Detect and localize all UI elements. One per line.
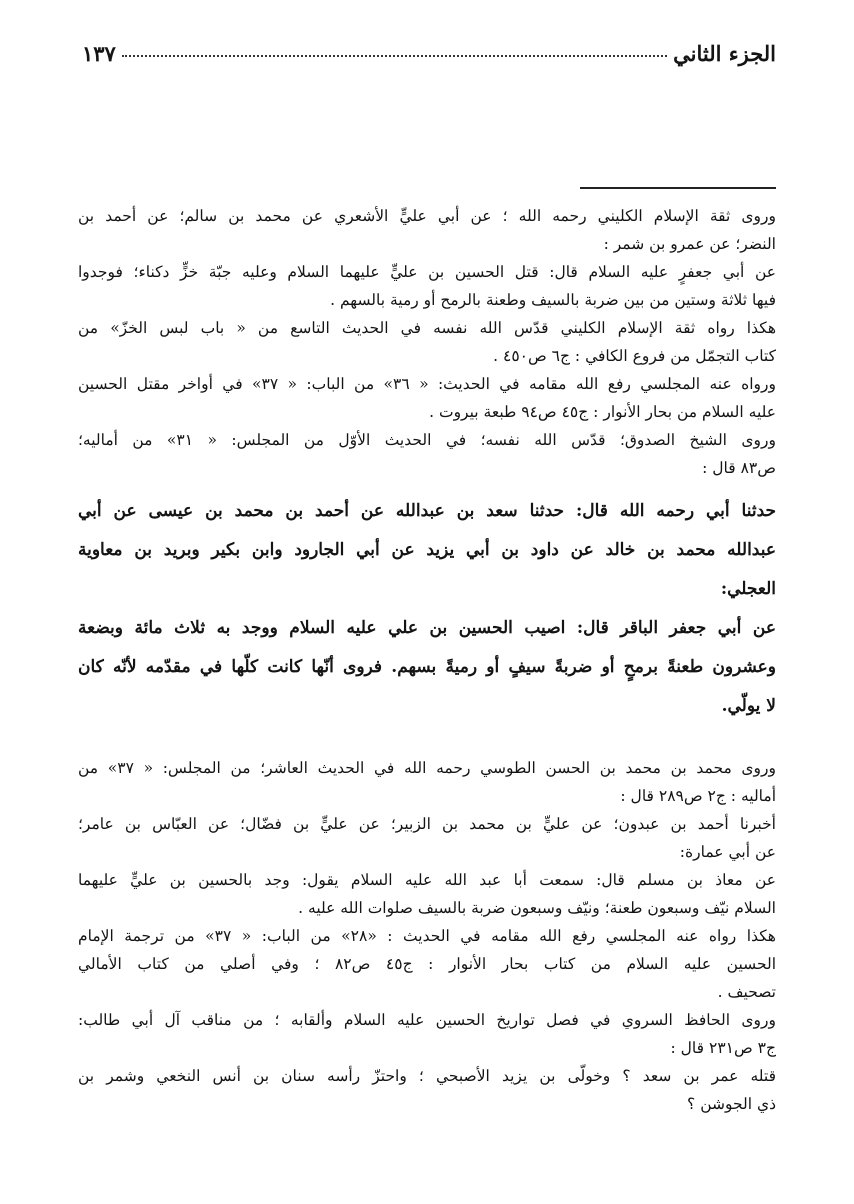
text-line: هكذا رواه عنه المجلسي رفع الله مقامه في الحديث : «٢٨» من الباب: « ٣٧» من ترجمة الإمام xyxy=(78,927,776,945)
text-line: كتاب التجمّل من فروع الكافي : ج٦ ص٤٥٠ . xyxy=(493,347,776,365)
text-line: عن أبي عمارة: xyxy=(679,843,776,861)
text-line: ورواه عنه المجلسي رفع الله مقامه في الحديث: « ٣٦» من الباب: « ٣٧» في أواخر مقتل الحسين xyxy=(78,375,776,393)
text-line: تصحيف . xyxy=(717,983,776,1001)
footnote-text xyxy=(78,202,776,1118)
spacer xyxy=(78,482,776,492)
hadith-line: عن أبي جعفر الباقر قال: اصيب الحسين بن علي عليه السلام ووجد به ثلاث مائة وبضعة xyxy=(78,618,776,638)
text-line: ذي الجوشن ؟ xyxy=(687,1095,776,1113)
text-line: عليه السلام من بحار الأنوار : ج٤٥ ص٩٤ طبعة بيروت . xyxy=(429,403,776,421)
text-line: الحسين عليه السلام من كتاب بحار الأنوار : ج٤٥ ص٨٢ ؛ وفي أصلي من كتاب الأمالي xyxy=(78,955,776,973)
text-line: وروى محمد بن محمد بن الحسن الطوسي رحمه الله في الحديث العاشر؛ من المجلس: « ٣٧» من xyxy=(78,759,776,777)
hadith-line: وعشرون طعنةً برمحٍ أو ضربةً سيفٍ أو رميةً بسهم. فروى أنّها كانت كلّها في مقدّمه لأنّه كان xyxy=(78,657,776,677)
text-line: وروى الشيخ الصدوق؛ قدّس الله نفسه؛ في الحديث الأوّل من المجلس: « ٣١» من أماليه؛ xyxy=(78,431,776,449)
text-line: فيها ثلاثة وستين من بين ضربة بالسيف وطعنة بالرمح أو رمية بالسهم . xyxy=(330,291,776,309)
text-line: وروى ثقة الإسلام الكليني رحمه الله ؛ عن أبي عليٍّ الأشعري عن محمد بن سالم؛ عن أحمد بن xyxy=(78,207,776,225)
text-line: ص٨٣ قال : xyxy=(702,459,776,477)
text-line: عن أبي جعفرٍ عليه السلام قال: قتل الحسين بن عليٍّ عليهما السلام وعليه جبّة خزٍّ دكناء؛ فوجدوا xyxy=(78,263,776,281)
dot-leader xyxy=(122,55,667,57)
hadith-line: عبدالله محمد بن خالد عن داود بن أبي يزيد عن أبي الجارود وابن بكير وبريد بن معاوية xyxy=(78,540,776,560)
footnote-separator-rule xyxy=(580,187,776,189)
volume-title: الجزء الثاني xyxy=(673,41,776,66)
hadith-line: حدثنا أبي رحمه الله قال: حدثنا سعد بن عبدالله عن أحمد بن محمد بن عيسى عن أبي xyxy=(78,501,776,521)
text-line: ج٣ ص٢٣١ قال : xyxy=(670,1039,776,1057)
hadith-line: لا يولّي. xyxy=(721,696,776,716)
spacer xyxy=(78,726,776,754)
text-line: قتله عمر بن سعد ؟ وخولّى بن يزيد الأصبحي ؛ واحتزّ رأسه سنان بن أنس النخعي وشمر بن xyxy=(78,1067,776,1085)
text-line: هكذا رواه ثقة الإسلام الكليني قدّس الله نفسه في الحديث التاسع من « باب لبس الخزّ» من xyxy=(78,319,776,337)
text-line: النضر؛ عن عمرو بن شمر : xyxy=(603,235,776,253)
text-line: وروى الحافظ السروي في فصل تواريخ الحسين عليه السلام وألقابه ؛ من مناقب آل أبي طالب: xyxy=(78,1011,776,1029)
hadith-line: العجلي: xyxy=(720,579,776,599)
text-line: السلام نيّف وسبعون طعنة؛ ونيّف وسبعون ضربة بالسيف صلوات الله عليه . xyxy=(298,899,776,917)
text-line: أخبرنا أحمد بن عبدون؛ عن عليٍّ بن محمد بن الزبير؛ عن عليٍّ بن فضّال؛ عن العبّاس بن عامر؛ xyxy=(78,815,776,833)
text-line: أماليه : ج٢ ص٢٨٩ قال : xyxy=(620,787,776,805)
running-header xyxy=(82,32,776,66)
page-number: ١٣٧ xyxy=(82,41,116,66)
text-line: عن معاذ بن مسلم قال: سمعت أبا عبد الله عليه السلام يقول: وجد بالحسين بن عليٍّ عليهما xyxy=(78,871,776,889)
